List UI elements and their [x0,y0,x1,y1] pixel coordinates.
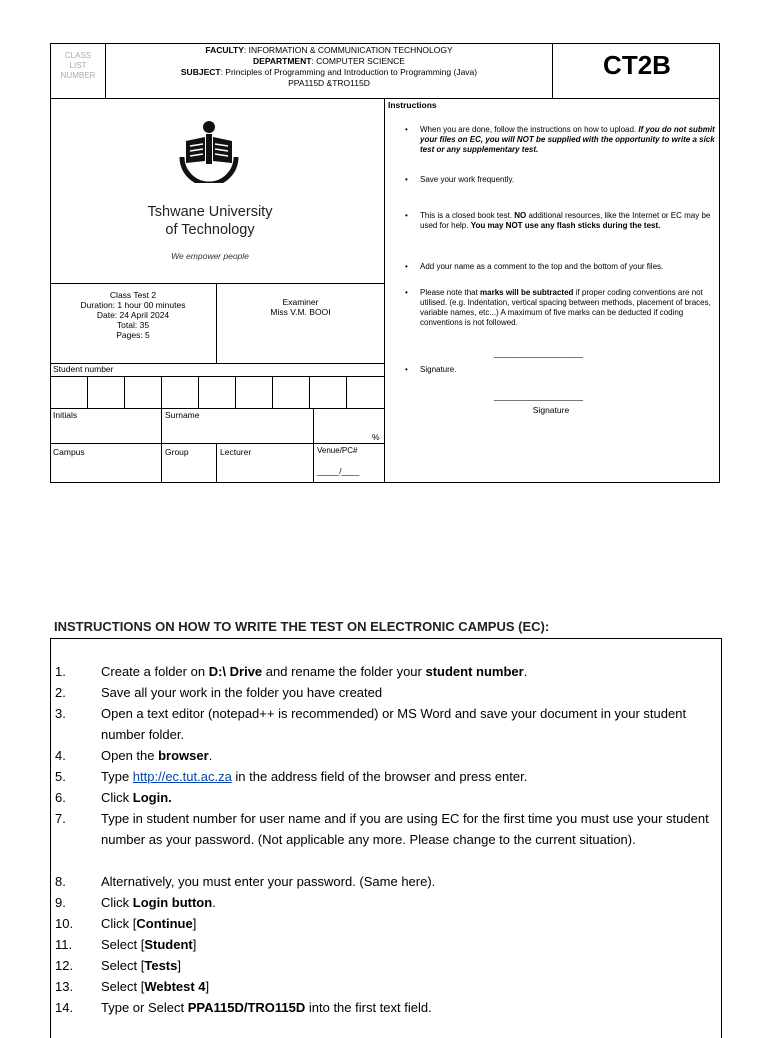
test-pages: Pages: 5 [116,330,150,340]
bullet-icon: • [405,211,408,220]
faculty-label: FACULTY [205,45,244,55]
university-name-line2: of Technology [165,222,255,238]
ec-step-text-part: browser [158,748,209,763]
campus-top-line [50,443,384,444]
ec-step-text-part: Tests [144,958,178,973]
ec-step-text-part: Select [ [101,958,145,973]
ec-step-text-part: ] [192,937,197,952]
initials-divider [161,408,162,483]
examiner-label: Examiner [282,297,319,307]
ec-step-text [101,955,713,976]
group-field[interactable]: Group [165,447,189,457]
ec-step-text [101,661,713,682]
examiner-info [217,297,384,317]
student-number-label: Student number [53,364,114,374]
ec-step-text-part: Open the [101,748,159,763]
ec-step-number: 1. [55,664,66,679]
campus-field[interactable]: Campus [53,447,85,457]
signature-line-1[interactable]: ____________________ [494,349,583,358]
ec-step-text [101,682,713,703]
venue-field[interactable]: _____/____ [317,467,360,476]
instruction-item: • This is a closed book test. NO additional resources, like the Internet or EC may be used for help. You may NOT use any flash sticks during the test. [405,211,711,230]
instruction-item: • Signature. [405,365,457,374]
tagline: We empower people [171,251,249,261]
ec-link[interactable]: http://ec.tut.ac.za [132,769,232,784]
ec-step-text [101,808,713,850]
digit-box[interactable] [272,376,310,408]
ec-step-text-part: Continue [136,916,193,931]
signature-label: Signature [532,405,570,415]
class-list-line: CLASS [64,51,92,60]
university-name-line1: Tshwane University [147,204,273,220]
department-label: DEPARTMENT [253,56,312,66]
ec-step-text-part: Alternatively, you must enter your password. (Same here). [101,874,436,889]
digit-box[interactable] [309,376,347,408]
ec-step-text-part: Webtest 4 [144,979,206,994]
ec-step-number: 13. [55,979,74,994]
digit-box[interactable] [346,376,384,408]
column-divider [384,98,385,483]
bullet-icon: • [405,288,408,297]
ec-step-text-part: Save all your work in the folder you have created [101,685,383,700]
ec-step-text-part: in the address field of the browser and press enter. [231,769,528,784]
info-divider [216,283,217,363]
digit-box[interactable] [50,376,88,408]
ec-step-text-part: . [523,664,528,679]
ec-step-number: 7. [55,811,66,826]
ec-step-text-part: Create a folder on [101,664,209,679]
bullet-icon: • [405,175,408,184]
ec-step-text-part: PPA115D/TRO115D [187,1000,306,1015]
ec-step-text [101,787,713,808]
test-info [50,290,216,340]
tut-logo-icon [172,117,246,183]
ec-step-text-part: ] [205,979,210,994]
lecturer-field[interactable]: Lecturer [220,447,252,457]
university-name [110,203,310,239]
names-top-line [50,408,384,409]
course-codes: PPA115D &TRO115D [288,78,370,88]
ec-step-number: 4. [55,748,66,763]
ec-step-text [101,766,713,787]
ec-step-text-part: Click [101,790,133,805]
ec-step-text-part: Type [101,769,133,784]
ec-step-text [101,976,713,997]
ec-step-number: 11. [55,937,73,952]
logo-area [50,99,384,283]
subject-label: SUBJECT [180,67,221,77]
class-list-line: LIST [69,61,87,70]
ec-step-text [101,892,713,913]
ec-step-text [101,913,713,934]
ec-step-text [101,745,713,766]
ec-step-text-part: Click [ [101,916,137,931]
ec-step-text-part: Open a text editor (notepad++ is recommended) or MS Word and save your document in your student number folder. [101,706,687,742]
instruction-item: • Add your name as a comment to the top and the bottom of your files. [405,262,664,271]
ec-step-number: 2. [55,685,66,700]
student-number-grid[interactable] [50,376,384,408]
digit-box[interactable] [198,376,236,408]
department-value: : COMPUTER SCIENCE [311,56,405,66]
ec-step-text [101,934,713,955]
examiner-name: Miss V.M. BOOI [270,307,331,317]
bullet-icon: • [405,365,408,374]
bullet-icon: • [405,262,408,271]
test-duration: Duration: 1 hour 00 minutes [80,300,186,310]
ec-step-text [101,871,713,892]
info-row-top-line [50,283,384,284]
ec-step-text-part: . [208,748,213,763]
ec-step-text-part: Login. [132,790,172,805]
ec-step-text [101,997,713,1018]
signature-line-2[interactable]: ____________________ [494,392,583,401]
ec-step-text-part: ] [177,958,181,973]
bullet-icon: • [405,125,408,134]
surname-field[interactable]: Surname [165,410,200,420]
ec-step-number: 12. [55,958,74,973]
header-info [106,45,552,89]
digit-box[interactable] [87,376,125,408]
ec-step-number: 9. [55,895,66,910]
ec-step-number: 5. [55,769,66,784]
ec-step-text-part: . [212,895,216,910]
cover-table [50,43,720,483]
ec-step-text-part: Type or Select [101,1000,188,1015]
digit-box[interactable] [124,376,162,408]
ec-step-text [101,703,713,745]
ec-step-number: 10. [55,916,74,931]
ec-step-text-part: Login button [132,895,213,910]
ec-step-text-part: Select [ [101,937,145,952]
instructions-list [400,99,720,429]
venue-label: Venue/PC# [317,446,358,455]
test-code: CT2B [603,50,671,80]
instruction-item: • When you are done, follow the instructions on how to upload. If you do not submit your files on EC, you will NOT be supplied with the opportunity to write a sick test or any supplementary test. [405,125,715,154]
ec-step-number: 3. [55,706,66,721]
test-total: Total: 35 [116,320,150,330]
class-list-line: NUMBER [60,71,96,80]
percent-divider [313,408,314,483]
test-title: Class Test 2 [109,290,157,300]
initials-field[interactable]: Initials [53,410,78,420]
ec-step-text-part: Click [101,895,133,910]
digit-box[interactable] [161,376,199,408]
ec-step-text-part: D:\ Drive [208,664,263,679]
ec-step-text-part: Student [144,937,193,952]
instruction-item: • Save your work frequently. [405,175,515,184]
digit-box[interactable] [235,376,273,408]
ec-step-text-part: and rename the folder your [262,664,426,679]
class-list-cell [50,43,106,99]
instructions-heading: Instructions [388,100,437,110]
subject-value: : Principles of Programming and Introduction to Programming (Java) [220,67,478,77]
faculty-value: : INFORMATION & COMMUNICATION TECHNOLOGY [243,45,453,55]
ec-step-text-part: student number [425,664,524,679]
ec-step-number: 14. [55,1000,74,1015]
ec-step-text-part: ] [192,916,197,931]
ec-step-text-part: Type in student number for user name and if you are using EC for the first time you must use your student number as your password. (Not applicable any more. Please change to the current situation). [101,811,709,847]
ec-step-number: 8. [55,874,66,889]
ec-step-text-part: Select [ [101,979,145,994]
instruction-item: • Please note that marks will be subtracted if proper coding conventions are not utilised. (e.g. Indentation, vertical spacing between methods, placement of braces, variable names, etc...) A maximum of five marks can be deducted if coding conventions is not followed. [405,288,711,327]
ec-step-number: 6. [55,790,66,805]
test-date: Date: 24 April 2024 [96,310,170,320]
ec-steps-box [50,638,722,1038]
percent-sign: % [372,432,380,442]
ec-step-text-part: into the first text field. [305,1000,432,1015]
test-code-cell [552,43,720,99]
group-divider [216,443,217,483]
ec-heading: INSTRUCTIONS ON HOW TO WRITE THE TEST ON ELECTRONIC CAMPUS (EC): [54,619,550,634]
